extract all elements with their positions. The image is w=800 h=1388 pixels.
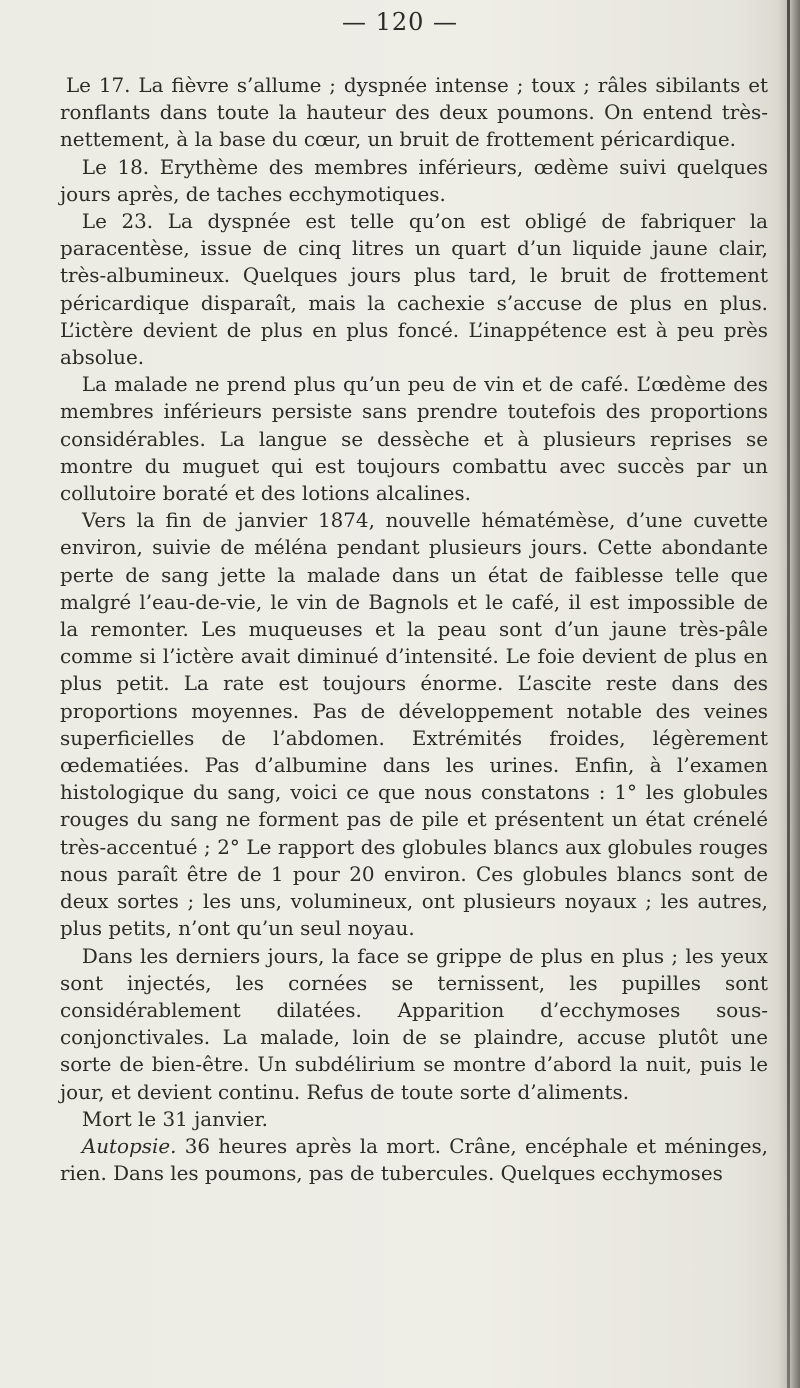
paragraph-day-18: Le 18. Erythème des membres inférieurs, œdème suivi quelques jours après, de taches ecchymotiques.	[60, 155, 768, 206]
autopsy-text: 36 heures après la mort. Crâne, encéphale et méninges, rien. Dans les poumons, pas de tubercules. Quelques ecchymoses	[60, 1134, 768, 1186]
paragraph-death: Mort le 31 janvier.	[81, 1107, 268, 1131]
paragraph-day-23: Le 23. La dyspnée est telle qu’on est obligé de fabriquer la paracentèse, issue de cinq litres un quart d’un liquide jaune clair, très-albumineux. Quelques jours plus tard, le bruit de frottement péricardique disparaît, mais la cachexie s’accuse de plus en plus. L’ictère devient de plus en plus foncé. L’inappétence est à peu près absolue.	[60, 210, 768, 370]
paragraph-patient-diet: La malade ne prend plus qu’un peu de vin et de café. L’œdème des membres inférieurs persiste sans prendre toutefois des proportions considérables. La langue se dessèche et à plusieurs reprises se montre du muguet qui est toujours combattu avec succès par un collutoire boraté et des lotions alcalines.	[60, 373, 768, 506]
paragraph-last-days: Dans les derniers jours, la face se grippe de plus en plus ; les yeux sont injectés, les cornées se ternissent, les pupilles sont considérablement dilatées. Apparition d’ecchymoses sous-conjonctivales. La malade, loin de se plaindre, accuse plutôt une sorte de bien-être. Un subdélirium se montre d’abord la nuit, puis le jour, et devient continu. Refus de toute sorte d’aliments.	[60, 944, 768, 1104]
paragraph-autopsy	[60, 1133, 768, 1187]
paragraph-end-january: Vers la fin de janvier 1874, nouvelle hématémèse, d’une cuvette environ, suivie de méléna pendant plusieurs jours. Cette abondante perte de sang jette la malade dans un état de faiblesse telle que malgré l’eau-de-vie, le vin de Bagnols et le café, il est impossible de la remonter. Les muqueuses et la peau sont d’un jaune très-pâle comme si l’ictère avait diminué d’intensité. Le foie devient de plus en plus petit. La rate est toujours énorme. L’ascite reste dans des proportions moyennes. Pas de développement notable des veines superficielles de l’abdomen. Extrémités froides, légèrement œdematiées. Pas d’albumine dans les urines. Enfin, à l’examen histologique du sang, voici ce que nous constatons : 1° les globules rouges du sang ne forment pas de pile et présentent un état crénelé très-accentué ; 2° Le rapport des globules blancs aux globules rouges nous paraît être de 1 pour 20 environ. Ces globules blancs sont de deux sortes ; les uns, volumineux, ont plusieurs noyaux ; les autres, plus petits, n’ont qu’un seul noyau.	[60, 509, 768, 941]
page-binding-edge	[787, 0, 790, 1388]
paragraph-day-17: Le 17. La fièvre s’allume ; dyspnée intense ; toux ; râles sibilants et ronflants dans toute la hauteur des deux poumons. On entend très-nettement, à la base du cœur, un bruit de frottement péricardique.	[60, 74, 768, 152]
body-text	[60, 72, 768, 1187]
page-number: — 120 —	[341, 8, 459, 36]
autopsy-label: Autopsie.	[81, 1134, 177, 1158]
